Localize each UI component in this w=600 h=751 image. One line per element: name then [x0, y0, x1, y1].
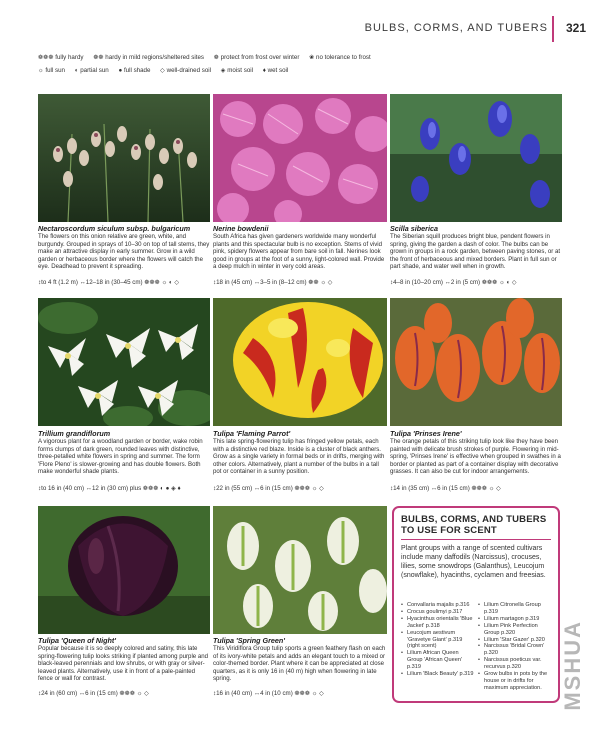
list-item: • Leucojum aestivum 'Gravetye Giant' p.319 (right scent) [401, 630, 475, 651]
caption-flaming-parrot [213, 429, 387, 476]
list-item: • Lilium Pink Perfection Group p.320 [478, 623, 554, 637]
legend-well-drained: ◇ well-drained soil [160, 67, 212, 74]
caption-spring-green [213, 636, 387, 683]
plant-name: Tulipa 'Flaming Parrot' [213, 429, 291, 438]
box-title-line1: BULBS, CORMS, AND TUBERS [401, 514, 547, 525]
caption-scilla [390, 224, 562, 271]
spec-nectaroscordum: ↕to 4 ft (1.2 m) ↔12–18 in (30–45 cm) ❁❁❁ ☼ ◐ ◇ [38, 279, 180, 286]
caption-nectaroscordum [38, 224, 210, 271]
photo-prinses-irene [390, 298, 562, 426]
list-item: • Narcissus poeticus var. recurvus p.320 [478, 657, 554, 671]
legend-protect-frost: ❁ protect from frost over winter [213, 54, 300, 61]
photo-scilla [390, 94, 562, 222]
plant-description: The Siberian squill produces bright blue, pendent flowers in spring, giving the garden a dash of color. The bulbs can be grown in groups in a rock garden, between paving stones, or at the front of herbaceous and mixed borders. Plant in full sun or part shade, and water well when in growth. [390, 233, 561, 271]
plant-description: South Africa has given gardeners worldwide many wonderful plants and this spectacular bulb is no exception. Stems of vivid pink, spidery flowers appear from bare soil in fall. Nerines look good in groups at the foot of a sunny, light-colored wall. Provide a deep mulch in winter in very cold areas. [213, 233, 385, 271]
plant-description: Popular because it is so deeply colored and satiny, this late spring-flowering tulip looks striking if planted among purple and black-leaved perennials and low shrubs, or with gray or silver-leaved plants. Alternatively, use it in front of a pale-painted fence or wall for contrast. [38, 645, 209, 683]
spec-flaming-parrot: ↕22 in (55 cm) ↔6 in (15 cm) ❁❁❁ ☼ ◇ [213, 485, 324, 492]
plant-description: The flowers on this onion relative are green, white, and burgundy. Grouped in sprays of 10–30 on top of tall stems, they make an attractive display in early summer. Grow in a wild garden or herbaceous border where the flowers will catch the eye. Deadhead to prevent it spreading. [38, 233, 210, 271]
legend-conditions [38, 67, 296, 74]
running-header: BULBS, CORMS, AND TUBERS [364, 22, 548, 34]
legend-full-shade: ● full shade [118, 67, 151, 74]
plant-description: This Viridiflora Group tulip sports a green feathery flash on each of its ivory-white petals and adds an elegant touch to a mixed or color-themed border. Plant where it can be appreciated at close quarters, as it is only 16 in (40 m) high when flowering in late spring. [213, 645, 386, 683]
list-item: • Convallaria majalis p.316 [401, 602, 475, 609]
list-item: • Grow bulbs in pots by the house or in drifts for maximum appreciation. [478, 671, 554, 692]
list-item: • Lilium 'Black Beauty' p.319 [401, 671, 475, 678]
plant-description: A vigorous plant for a woodland garden or border, wake robin forms clumps of dark green, rounded leaves with distinctive, three-petalled white flowers in spring and summer. The form 'Flore Pleno' is slower-growing and has double flowers. Both make wonderful shade plants. [38, 438, 203, 476]
photo-queen-of-night [38, 506, 210, 634]
plant-description: The orange petals of this striking tulip look like they have been painted with delicate brush strokes of purple. Flowering in mid-spring, 'Prinses Irene' is effective when grouped in swathes in a border or planted as part of a container display with decorative grasses. It can also be cut for indoor arrangements. [390, 438, 561, 476]
watermark: MSHUA [560, 620, 585, 711]
spec-spring-green: ↕16 in (40 cm) ↔4 in (10 cm) ❁❁❁ ☼ ◇ [213, 690, 324, 697]
box-intro: Plant groups with a range of scented cultivars include many daffodils (Narcissus), crocuses, lilies, some snowdrops (Galanthus), Leucojum (snowflake), hyacinths, cyclamen and freesias. [401, 545, 546, 579]
legend-hardy-mild: ❁❁ hardy in mild regions/sheltered sites [93, 54, 205, 61]
plant-description: This late spring-flowering tulip has fringed yellow petals, each with a distinctive red blaze. Inside is a cluster of black anthers. Grow as a single variety in formal beds or in drifts, merging with other colors. Alternatively, plant a number of the bulbs in a tall pot or container in a sunny position. [213, 438, 385, 476]
legend-partial-sun: ◐ partial sun [74, 67, 109, 74]
scent-feature-box [392, 506, 560, 703]
caption-nerine [213, 224, 387, 271]
plant-name: Nectaroscordum siculum subsp. bulgaricum [38, 224, 191, 233]
caption-trillium [38, 429, 210, 476]
photo-spring-green [213, 506, 387, 634]
page-number: 321 [565, 21, 586, 35]
legend-fully-hardy: ❁❁❁ fully hardy [38, 54, 84, 61]
plant-name: Trillium grandiflorum [38, 429, 111, 438]
plant-name: Tulipa 'Spring Green' [213, 636, 285, 645]
list-item: • Hyacinthus orientalis 'Blue Jacket' p.318 [401, 616, 475, 630]
scent-list-right [478, 602, 554, 692]
caption-prinses-irene [390, 429, 562, 476]
photo-nerine [213, 94, 387, 222]
legend-no-frost: ❀ no tolerance to frost [309, 54, 371, 61]
list-item: • Crocus goulimyi p.317 [401, 609, 475, 616]
plant-name: Scilla siberica [390, 224, 438, 233]
box-divider [401, 539, 551, 540]
photo-nectaroscordum [38, 94, 210, 222]
legend-full-sun: ☼ full sun [38, 67, 65, 74]
spec-nerine: ↕18 in (45 cm) ↔3–5 in (8–12 cm) ❁❁ ☼ ◇ [213, 279, 333, 286]
legend-wet-soil: ♦ wet soil [262, 67, 289, 74]
list-item: • Lilium 'Star Gazer' p.320 [478, 637, 554, 644]
spec-scilla: ↕4–8 in (10–20 cm) ↔2 in (5 cm) ❁❁❁ ☼ ◐ ◇ [390, 279, 517, 286]
caption-queen-of-night [38, 636, 210, 683]
legend-hardiness [38, 54, 379, 61]
scent-list-left [401, 602, 475, 678]
legend-moist-soil: ◈ moist soil [220, 67, 254, 74]
list-item: • Lilium African Queen Group 'African Queen' p.319 [401, 650, 475, 671]
spec-queen-of-night: ↕24 in (60 cm) ↔6 in (15 cm) ❁❁❁ ☼ ◇ [38, 690, 149, 697]
list-item: • Lilium martagon p.319 [478, 616, 554, 623]
spec-trillium: ↕to 16 in (40 cm) ↔12 in (30 cm) plus ❁❁❁ ◐ ● ◈ ♦ [38, 485, 181, 492]
box-title-line2: TO USE FOR SCENT [401, 525, 497, 536]
photo-trillium [38, 298, 210, 426]
list-item: • Narcissus 'Bridal Crown' p.320 [478, 643, 554, 657]
plant-name: Nerine bowdenii [213, 224, 269, 233]
spec-prinses-irene: ↕14 in (35 cm) ↔6 in (15 cm) ❁❁❁ ☼ ◇ [390, 485, 501, 492]
plant-name: Tulipa 'Queen of Night' [38, 636, 116, 645]
plant-name: Tulipa 'Prinses Irene' [390, 429, 462, 438]
photo-flaming-parrot [213, 298, 387, 426]
list-item: • Lilium Citronella Group p.319 [478, 602, 554, 616]
header-divider [552, 16, 554, 42]
